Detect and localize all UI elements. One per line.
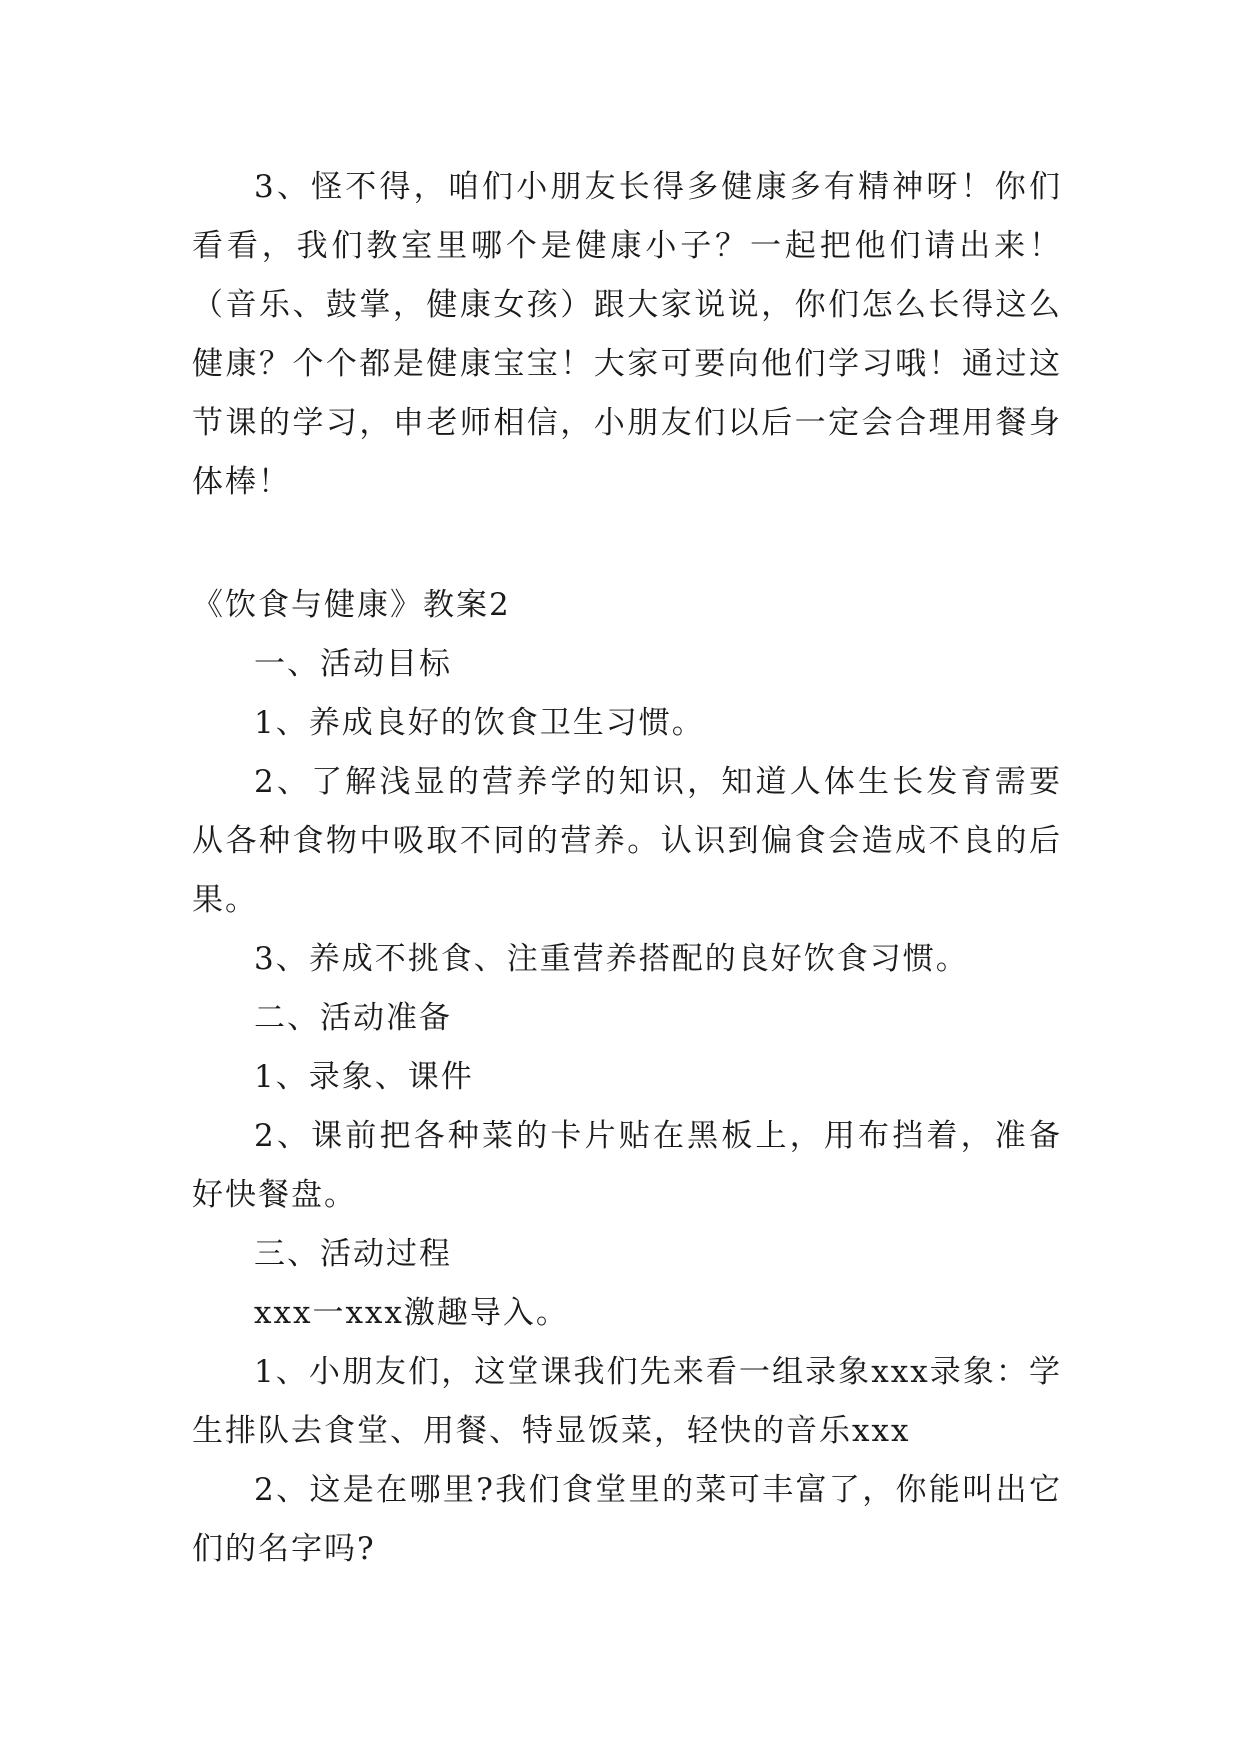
goal-item-2: 2、了解浅显的营养学的知识，知道人体生长发育需要从各种食物中吸取不同的营养。认识到偏食会造成不良的后果。	[192, 764, 1062, 918]
goal-item-3: 3、养成不挑食、注重营养搭配的良好饮食习惯。	[254, 941, 969, 977]
section-gap	[192, 512, 1062, 576]
process-item-1: 1、小朋友们，这堂课我们先来看一组录象xxx录象：学生排队去食堂、用餐、特显饭菜，轻快的音乐xxx	[192, 1354, 1062, 1449]
process-intro: xxx一xxx激趣导入。	[254, 1295, 569, 1331]
preparation-item-2: 2、课前把各种菜的卡片贴在黑板上，用布挡着，准备好快餐盘。	[192, 1118, 1062, 1213]
paragraph-health-kids: 3、怪不得，咱们小朋友长得多健康多有精神呀！你们看看，我们教室里哪个是健康小子？一起把他们请出来！（音乐、鼓掌，健康女孩）跟大家说说，你们怎么长得这么健康？个个都是健康宝宝！大家可要向他们学习哦！通过这节课的学习，申老师相信，小朋友们以后一定会合理用餐身体棒！	[192, 169, 1062, 500]
process-item-2: 2、这是在哪里?我们食堂里的菜可丰富了，你能叫出它们的名字吗?	[192, 1472, 1062, 1567]
goal-item-1: 1、养成良好的饮食卫生习惯。	[254, 705, 705, 741]
document-page	[192, 158, 1062, 1579]
heading-activity-goals: 一、活动目标	[254, 646, 452, 682]
lesson-title: 《饮食与健康》教案2	[192, 587, 511, 623]
heading-activity-preparation: 二、活动准备	[254, 1000, 452, 1036]
heading-activity-process: 三、活动过程	[254, 1236, 452, 1272]
preparation-item-1: 1、录象、课件	[254, 1059, 474, 1095]
